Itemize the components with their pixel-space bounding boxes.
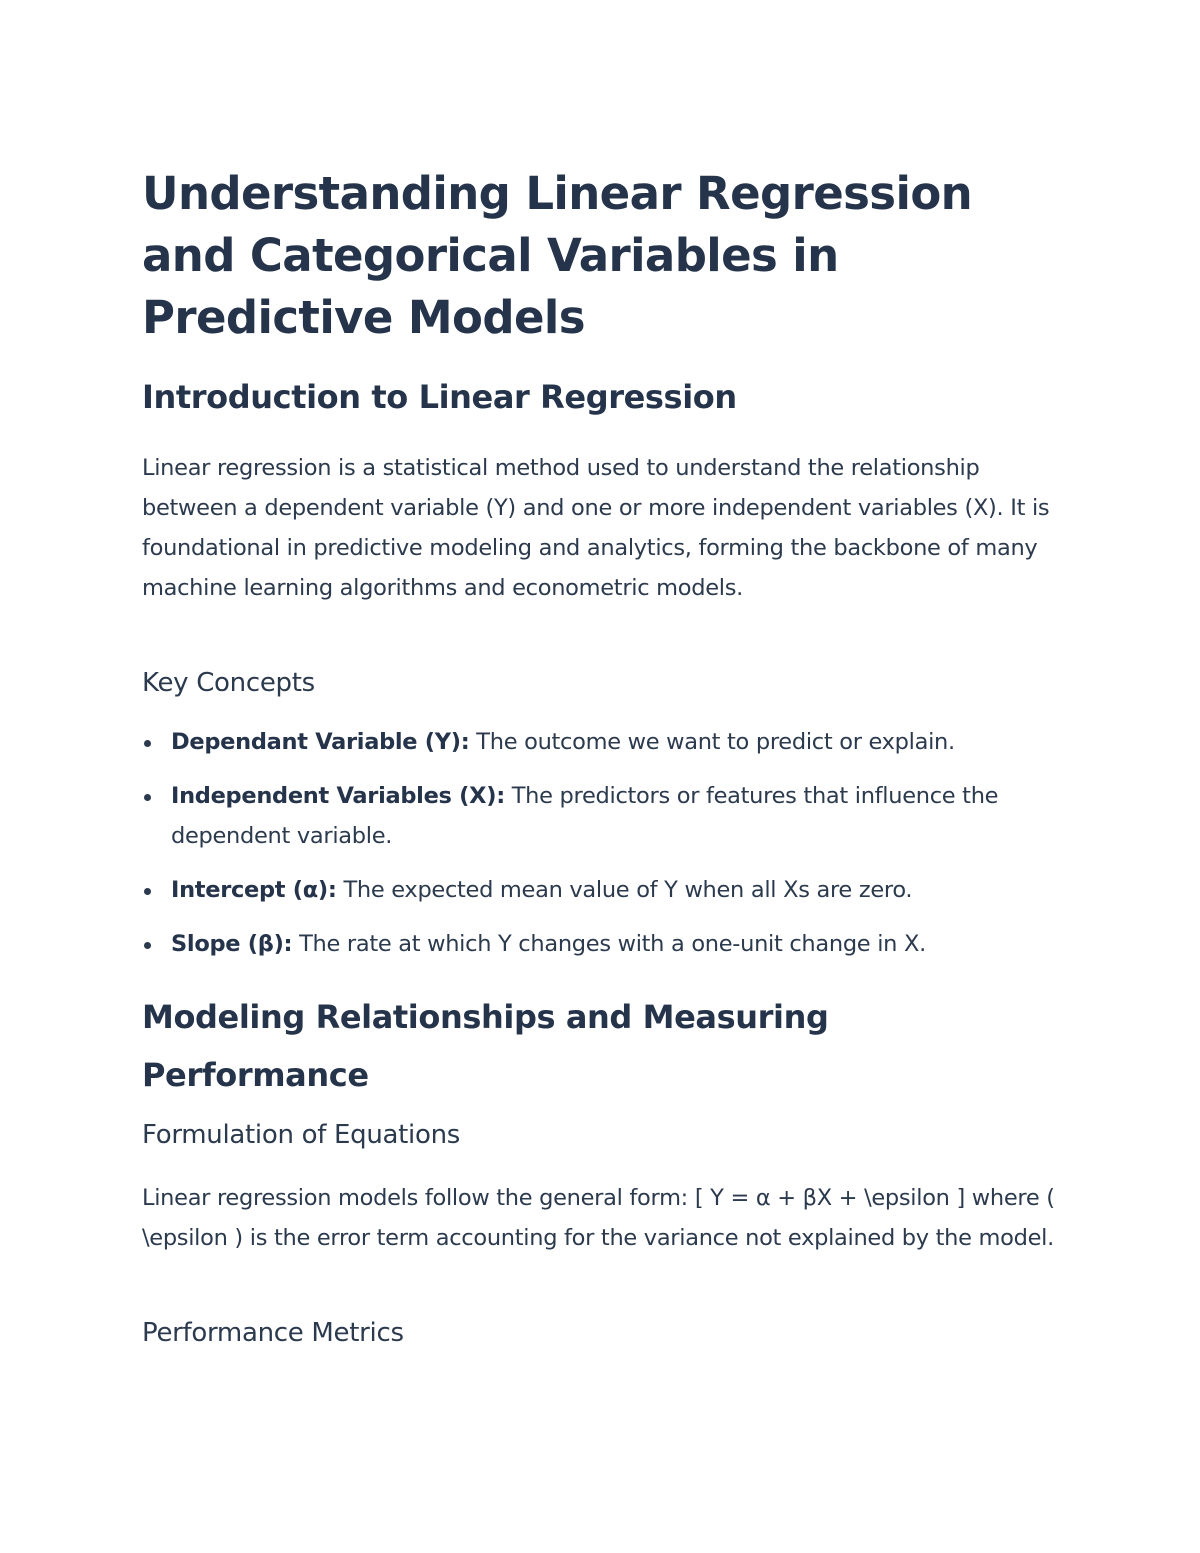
subheading-performance-metrics: Performance Metrics <box>142 1318 404 1348</box>
concept-text: The rate at which Y changes with a one-unit change in X. <box>292 931 926 957</box>
subheading-key-concepts: Key Concepts <box>142 668 315 698</box>
list-item <box>142 776 1042 856</box>
list-item <box>142 870 1042 910</box>
concept-text: The predictors or features that influence the dependent variable. <box>171 783 999 849</box>
concept-text: The expected mean value of Y when all Xs are zero. <box>336 877 913 903</box>
bullet-icon <box>144 942 151 949</box>
section-heading-modeling: Modeling Relationships and Measuring Performance <box>142 998 829 1094</box>
concept-term: Dependant Variable (Y): <box>171 729 470 755</box>
bullet-icon <box>144 740 151 747</box>
subheading-formulation: Formulation of Equations <box>142 1120 461 1150</box>
formulation-paragraph: Linear regression models follow the general form: [ Y = α + βX + \epsilon ] where ( \epsilon ) is the error term accounting for the variance not explained by the model. <box>142 1185 1055 1251</box>
concept-term: Slope (β): <box>171 931 293 957</box>
list-item <box>142 722 1042 762</box>
bullet-icon <box>144 794 151 801</box>
bullet-icon <box>144 888 151 895</box>
intro-paragraph: Linear regression is a statistical method used to understand the relationship between a dependent variable (Y) and one or more independent variables (X). It is foundational in predictive modeling and analytics, forming the backbone of many machine learning algorithms and econometric models. <box>142 455 1050 601</box>
concept-text: The outcome we want to predict or explain. <box>469 729 955 755</box>
key-concepts-list <box>142 722 1042 978</box>
list-item <box>142 924 1042 964</box>
section-heading-introduction: Introduction to Linear Regression <box>142 378 737 416</box>
concept-term: Independent Variables (X): <box>171 783 505 809</box>
document-title: Understanding Linear Regression and Categorical Variables in Predictive Models <box>142 167 973 344</box>
concept-term: Intercept (α): <box>171 877 337 903</box>
